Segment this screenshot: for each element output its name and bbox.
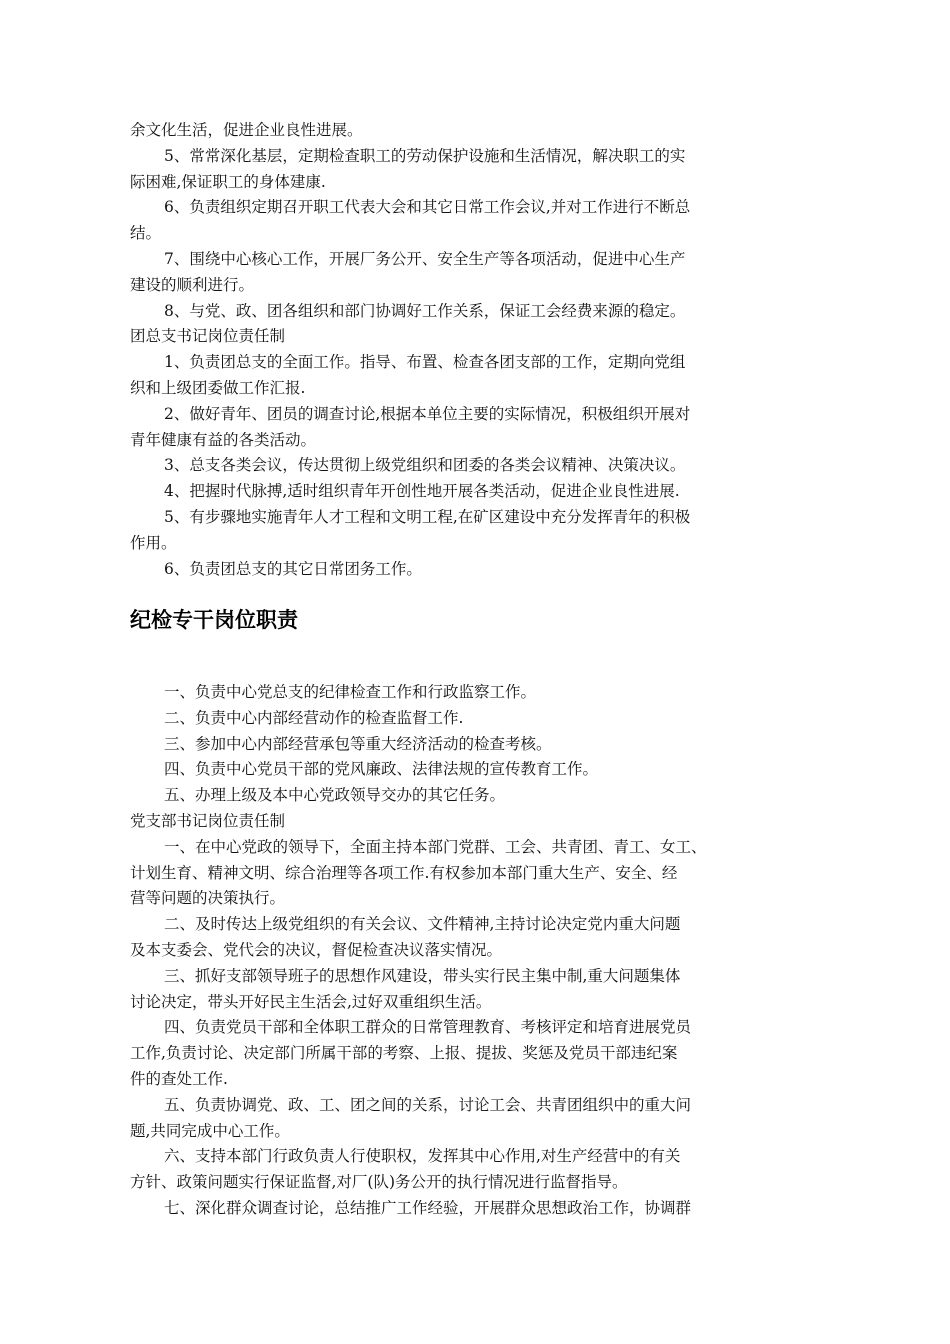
paragraph-line: 四、负责中心党员干部的党风廉政、法律法规的宣传教育工作。 xyxy=(164,760,599,779)
paragraph-line: 3、总支各类会议，传达贯彻上级党组织和团委的各类会议精神、决策决议。 xyxy=(164,456,686,475)
paragraph-line: 结。 xyxy=(130,224,162,243)
paragraph-line: 件的查处工作. xyxy=(130,1069,228,1088)
paragraph-line: 三、抓好支部领导班子的思想作风建设，带头实行民主集中制,重大问题集体 xyxy=(164,966,681,985)
paragraph-line: 织和上级团委做工作汇报. xyxy=(130,378,306,397)
paragraph-line: 7、围绕中心核心工作，开展厂务公开、安全生产等各项活动，促进中心生产 xyxy=(164,249,686,268)
paragraph-line: 党支部书记岗位责任制 xyxy=(130,811,286,830)
paragraph-line: 三、参加中心内部经营承包等重大经济活动的检查考核。 xyxy=(164,734,552,753)
paragraph-line: 题,共同完成中心工作。 xyxy=(130,1121,290,1140)
paragraph-line: 一、在中心党政的领导下，全面主持本部门党群、工会、共青团、青工、女工、 xyxy=(164,837,707,856)
paragraph-line: 七、深化群众调查讨论，总结推广工作经验，开展群众思想政治工作，协调群 xyxy=(164,1198,692,1217)
paragraph-line: 青年健康有益的各类活动。 xyxy=(130,430,317,449)
paragraph-line: 五、负责协调党、政、工、团之间的关系，讨论工会、共青团组织中的重大问 xyxy=(164,1095,692,1114)
section-heading: 纪检专干岗位职责 xyxy=(130,608,298,632)
paragraph-line: 5、常常深化基层，定期检查职工的劳动保护设施和生活情况，解决职工的实 xyxy=(164,146,686,165)
paragraph-line: 讨论决定，带头开好民主生活会,过好双重组织生活。 xyxy=(130,992,492,1011)
paragraph-line: 计划生育、精神文明、综合治理等各项工作.有权参加本部门重大生产、安全、经 xyxy=(130,863,678,882)
paragraph-line: 四、负责党员干部和全体职工群众的日常管理教育、考核评定和培育进展党员 xyxy=(164,1018,692,1037)
paragraph-line: 工作,负责讨论、决定部门所属干部的考察、上报、提拔、奖惩及党员干部违纪案 xyxy=(130,1044,678,1063)
paragraph-line: 二、负责中心内部经营动作的检查监督工作. xyxy=(164,708,464,727)
paragraph-line: 6、负责团总支的其它日常团务工作。 xyxy=(164,559,422,578)
paragraph-line: 5、有步骤地实施青年人才工程和文明工程,在矿区建设中充分发挥青年的积极 xyxy=(164,507,691,526)
paragraph-line: 二、及时传达上级党组织的有关会议、文件精神,主持讨论决定党内重大问题 xyxy=(164,915,681,934)
paragraph-line: 际困难,保证职工的身体建康. xyxy=(130,172,326,191)
paragraph-line: 及本支委会、党代会的决议，督促检查决议落实情况。 xyxy=(130,940,503,959)
paragraph-line: 1、负责团总支的全面工作。指导、布置、检查各团支部的工作，定期向党组 xyxy=(164,353,686,372)
paragraph-line: 8、与党、政、团各组织和部门协调好工作关系，保证工会经费来源的稳定。 xyxy=(164,301,686,320)
paragraph-line: 六、支持本部门行政负责人行使职权，发挥其中心作用,对生产经营中的有关 xyxy=(164,1147,681,1166)
paragraph-line: 团总支书记岗位责任制 xyxy=(130,327,286,346)
paragraph-line: 余文化生活，促进企业良性进展。 xyxy=(130,121,363,139)
paragraph-line: 营等问题的决策执行。 xyxy=(130,889,286,908)
paragraph-line: 6、负责组织定期召开职工代表大会和其它日常工作会议,并对工作进行不断总 xyxy=(164,198,691,217)
paragraph-line: 建设的顺利进行。 xyxy=(130,275,255,294)
paragraph-line: 4、把握时代脉搏,适时组织青年开创性地开展各类活动，促进企业良性进展. xyxy=(164,482,680,501)
paragraph-line: 作用。 xyxy=(130,533,177,552)
discipline-text-section xyxy=(130,680,830,1222)
paragraph-line: 方针、政策问题实行保证监督,对厂(队)务公开的执行情况进行监督指导。 xyxy=(130,1173,628,1192)
paragraph-line: 五、办理上级及本中心党政领导交办的其它任务。 xyxy=(164,786,506,805)
top-text-section xyxy=(130,118,830,582)
paragraph-line: 2、做好青年、团员的调查讨论,根据本单位主要的实际情况，积极组织开展对 xyxy=(164,404,691,423)
paragraph-line: 一、负责中心党总支的纪律检查工作和行政监察工作。 xyxy=(164,683,537,701)
